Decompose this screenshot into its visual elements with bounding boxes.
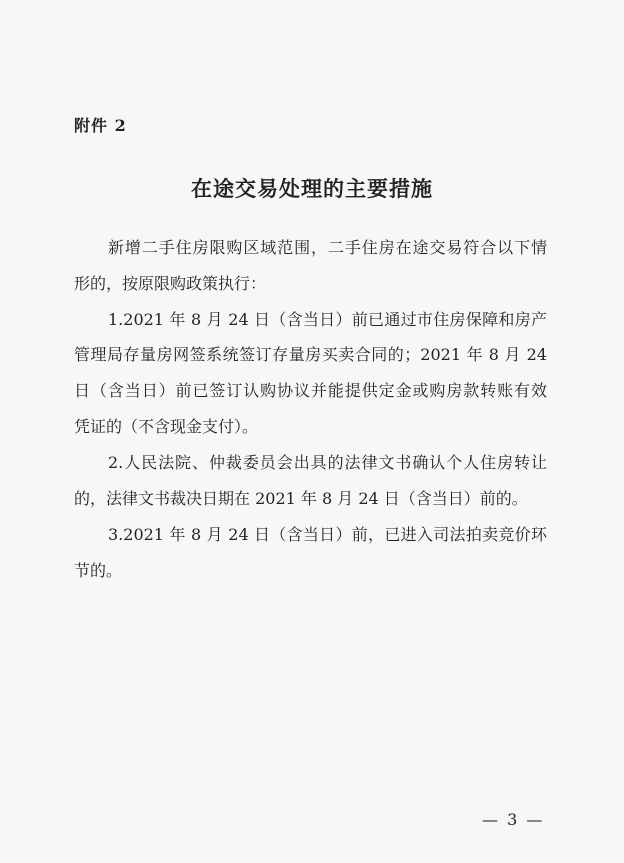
paragraph-line: 3.2021 年 8 月 24 日（含当日）前，已进入司法拍卖竞价环	[108, 525, 547, 544]
paragraph-line: 日（含当日）前已签订认购协议并能提供定金或购房款转账有效	[74, 381, 547, 400]
paragraph-line: 形的，按原限购政策执行：	[74, 274, 267, 293]
paragraph-line: 的，法律文书裁决日期在 2021 年 8 月 24 日（含当日）前的。	[74, 489, 528, 508]
paragraph-line: 1.2021 年 8 月 24 日（含当日）前已通过市住房保障和房产	[108, 310, 547, 329]
page-number: — 3 —	[482, 810, 545, 829]
paragraph-line: 2.人民法院、仲裁委员会出具的法律文书确认个人住房转让	[108, 453, 547, 472]
paragraph-line: 凭证的（不含现金支付）。	[74, 417, 259, 436]
paragraph-line: 管理局存量房网签系统签订存量房买卖合同的；2021 年 8 月 24	[74, 345, 547, 364]
paragraph-line: 新增二手住房限购区域范围，二手住房在途交易符合以下情	[108, 238, 547, 257]
document-title: 在途交易处理的主要措施	[191, 176, 433, 201]
paragraph-line: 节的。	[74, 561, 123, 580]
attachment-label: 附件 2	[74, 116, 127, 135]
